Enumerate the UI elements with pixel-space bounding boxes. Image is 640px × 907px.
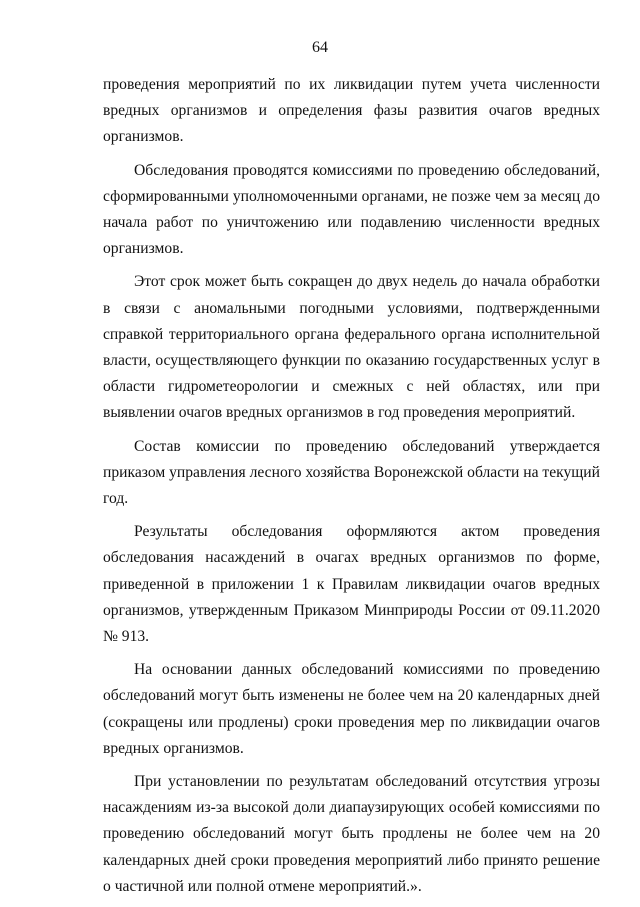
- paragraph-survey-results: Результаты обследования оформляются актом проведения обследования насаждений в очагах вредных организмов по форме, приведенной в приложении 1 к Правилам ликвидации очагов вредных организмов, утвержденным Приказом Минприроды России от 09.11.2020 № 913.: [103, 523, 600, 646]
- paragraph-survey-commissions: Обследования проводятся комиссиями по проведению обследований, сформированными уполномоченными органами, не позже чем за месяц до начала работ по уничтожению или подавлению численности вредных организмов.: [103, 161, 600, 258]
- paragraph-deadline-changes: На основании данных обследований комиссиями по проведению обследований могут быть изменены не более чем на 20 календарных дней (сокращены или продлены) сроки проведения мер по ликвидации очагов вредных организмов.: [103, 661, 600, 757]
- paragraph-continuation: проведения мероприятий по их ликвидации путем учета численности вредных организмов и определения фазы развития очагов вредных организмов.: [103, 76, 600, 146]
- page-number: 64: [312, 39, 328, 56]
- paragraph-threat-absence: При установлении по результатам обследований отсутствия угрозы насаждениям из-за высокой доли диапаузирующих особей комиссиями по проведению обследований могут быть продлены не более чем на 20 календарных дней сроки проведения мероприятий либо принято решение о частичной или полной отмене мероприятий.».: [103, 773, 600, 895]
- paragraph-commission-composition: Состав комиссии по проведению обследований утверждается приказом управления лесного хозяйства Воронежской области на текущий год.: [103, 437, 600, 508]
- paragraph-term-reduction: Этот срок может быть сокращен до двух недель до начала обработки в связи с аномальными погодными условиями, подтвержденными справкой территориального органа федерального органа исполнительной власти, осуществляющего функции по оказанию государственных услуг в области гидрометеорологии и смежных с ней областях, или при выявлении очагов вредных организмов в год проведения мероприятий.: [103, 273, 600, 422]
- document-body: [103, 72, 600, 907]
